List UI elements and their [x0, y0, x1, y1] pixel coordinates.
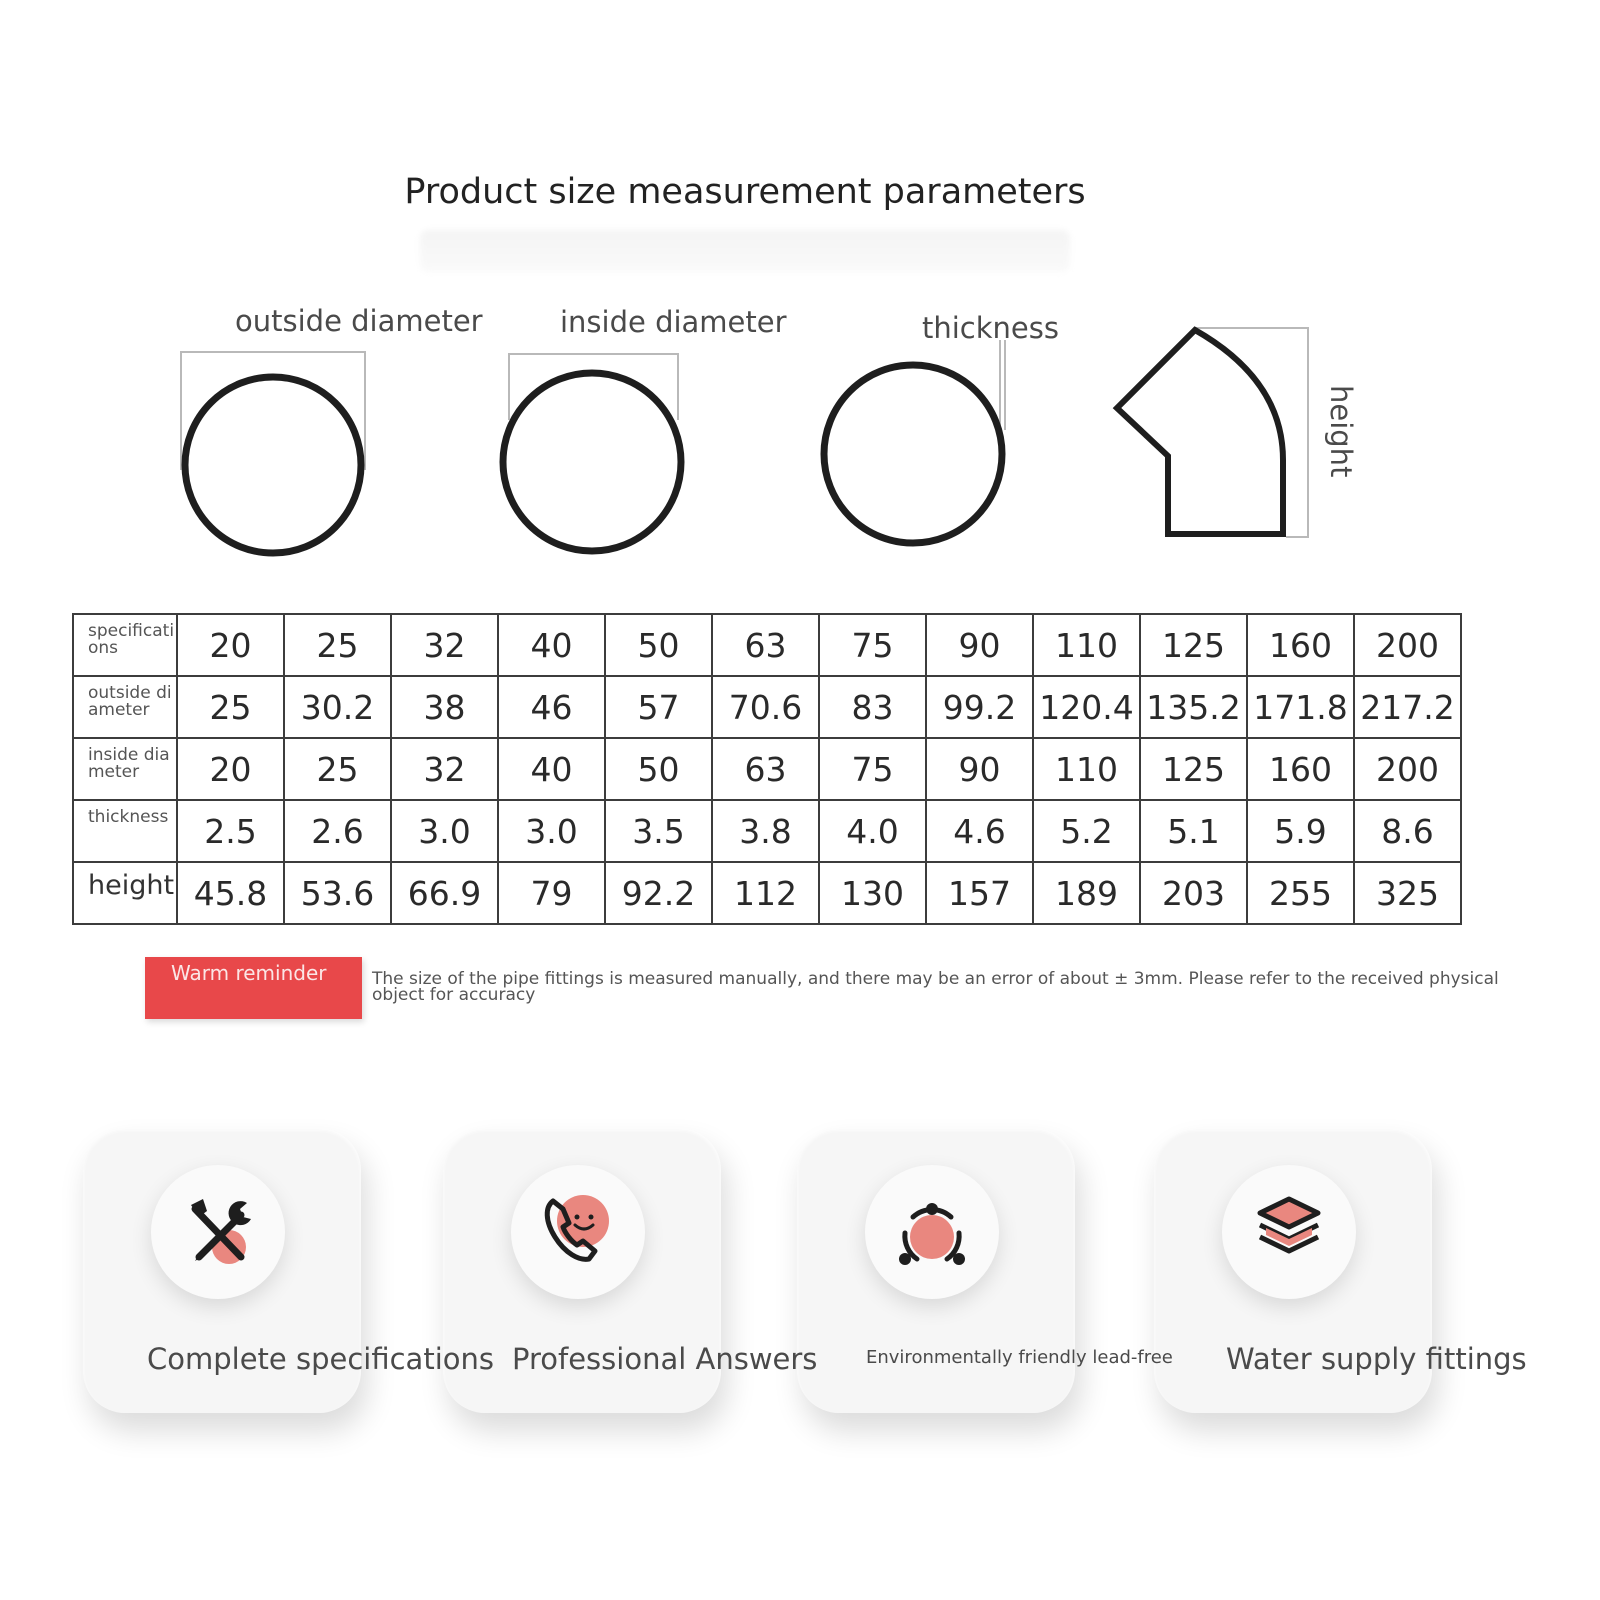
table-cell: 79	[498, 862, 605, 924]
feature-label: Professional Answers	[512, 1342, 818, 1376]
table-cell: 200	[1354, 614, 1461, 676]
row-header: outside diameter	[73, 676, 177, 738]
feature-label: Complete specifications	[147, 1342, 494, 1376]
feature-label: Environmentally friendly lead-free	[866, 1347, 1173, 1368]
table-cell: 125	[1140, 738, 1247, 800]
table-cell: 38	[391, 676, 498, 738]
table-cell: 135.2	[1140, 676, 1247, 738]
table-cell: 171.8	[1247, 676, 1354, 738]
table-cell: 110	[1033, 738, 1140, 800]
table-cell: 90	[926, 738, 1033, 800]
table-row-height	[73, 862, 1461, 924]
table-cell: 63	[712, 614, 819, 676]
table-cell: 25	[177, 676, 284, 738]
table-cell: 4.0	[819, 800, 926, 862]
table-row-specifications	[73, 614, 1461, 676]
inside-diameter-diagram	[503, 354, 681, 551]
table-cell: 92.2	[605, 862, 712, 924]
table-cell: 32	[391, 614, 498, 676]
table-cell: 160	[1247, 614, 1354, 676]
table-cell: 3.0	[391, 800, 498, 862]
height-label: height	[1324, 385, 1358, 478]
layers-icon	[1222, 1165, 1356, 1299]
table-cell: 189	[1033, 862, 1140, 924]
thickness-label: thickness	[922, 311, 1059, 345]
table-cell: 2.5	[177, 800, 284, 862]
row-header: height	[73, 862, 177, 924]
table-cell: 32	[391, 738, 498, 800]
table-cell: 20	[177, 738, 284, 800]
table-cell: 53.6	[284, 862, 391, 924]
warm-reminder-badge: Warm reminder	[145, 957, 362, 1019]
table-row-thickness	[73, 800, 1461, 862]
table-cell: 112	[712, 862, 819, 924]
outside-diameter-label: outside diameter	[235, 304, 483, 338]
tools-icon	[151, 1165, 285, 1299]
table-cell: 325	[1354, 862, 1461, 924]
table-row-inside-diameter	[73, 738, 1461, 800]
table-cell: 3.8	[712, 800, 819, 862]
table-cell: 3.5	[605, 800, 712, 862]
page-title: Product size measurement parameters	[404, 172, 1086, 212]
table-cell: 25	[284, 738, 391, 800]
table-cell: 4.6	[926, 800, 1033, 862]
table-cell: 75	[819, 614, 926, 676]
table-cell: 66.9	[391, 862, 498, 924]
table-cell: 83	[819, 676, 926, 738]
table-row-outside-diameter	[73, 676, 1461, 738]
table-cell: 99.2	[926, 676, 1033, 738]
table-cell: 25	[284, 614, 391, 676]
table-cell: 255	[1247, 862, 1354, 924]
table-cell: 30.2	[284, 676, 391, 738]
feature-label: Water supply fittings	[1226, 1342, 1527, 1376]
table-cell: 40	[498, 738, 605, 800]
table-cell: 45.8	[177, 862, 284, 924]
row-header: specifications	[73, 614, 177, 676]
inside-diameter-label: inside diameter	[560, 305, 787, 339]
table-cell: 46	[498, 676, 605, 738]
table-cell: 2.6	[284, 800, 391, 862]
table-cell: 90	[926, 614, 1033, 676]
outside-diameter-diagram	[181, 352, 365, 553]
table-cell: 63	[712, 738, 819, 800]
table-cell: 120.4	[1033, 676, 1140, 738]
table-cell: 70.6	[712, 676, 819, 738]
thickness-diagram	[824, 340, 1005, 543]
table-cell: 40	[498, 614, 605, 676]
table-cell: 5.9	[1247, 800, 1354, 862]
table-cell: 8.6	[1354, 800, 1461, 862]
table-cell: 125	[1140, 614, 1247, 676]
spec-table	[72, 613, 1462, 925]
table-cell: 50	[605, 738, 712, 800]
table-cell: 50	[605, 614, 712, 676]
row-header: inside diameter	[73, 738, 177, 800]
table-cell: 3.0	[498, 800, 605, 862]
table-cell: 5.2	[1033, 800, 1140, 862]
table-cell: 203	[1140, 862, 1247, 924]
table-cell: 75	[819, 738, 926, 800]
elbow-height-diagram	[1117, 328, 1308, 537]
row-header: thickness	[73, 800, 177, 862]
table-cell: 20	[177, 614, 284, 676]
warm-reminder-text: The size of the pipe fittings is measured manually, and there may be an error of about ± 3mm. Please refer to the received physical object for accuracy	[372, 969, 1499, 1005]
eco-cycle-icon	[865, 1165, 999, 1299]
table-cell: 157	[926, 862, 1033, 924]
table-cell: 160	[1247, 738, 1354, 800]
table-cell: 57	[605, 676, 712, 738]
table-cell: 217.2	[1354, 676, 1461, 738]
table-cell: 5.1	[1140, 800, 1247, 862]
phone-smile-icon	[511, 1165, 645, 1299]
table-cell: 130	[819, 862, 926, 924]
measurement-diagrams	[0, 0, 1600, 600]
table-cell: 110	[1033, 614, 1140, 676]
table-cell: 200	[1354, 738, 1461, 800]
